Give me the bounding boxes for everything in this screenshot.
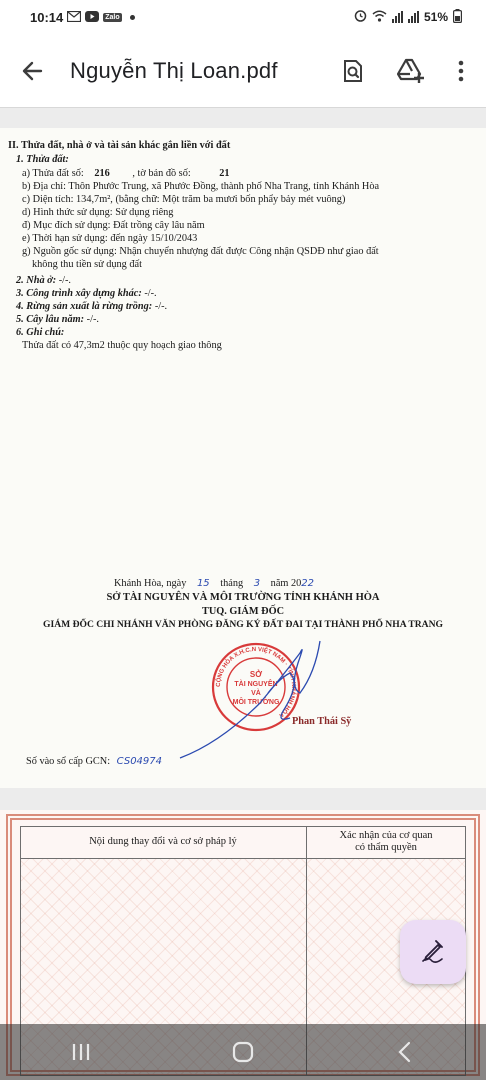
usage-term-row: e) Thời hạn sử dụng: đến ngày 15/10/2043	[22, 233, 198, 244]
status-right	[354, 9, 462, 26]
battery-percent: 51%	[423, 10, 448, 24]
status-left	[30, 10, 135, 25]
signal-1-icon	[392, 11, 403, 23]
issue-date: Khánh Hòa, ngày 15 tháng 3 năm 2022	[114, 578, 315, 589]
gcn-label: Số vào sổ cấp GCN:	[26, 756, 111, 767]
back-arrow-icon[interactable]	[20, 58, 46, 84]
signer-name: Phan Thái Sỹ	[292, 716, 352, 727]
svg-text:MÔI TRƯỜNG: MÔI TRƯỜNG	[232, 699, 280, 706]
gcn-row	[26, 756, 162, 769]
tuq-line: TUQ. GIÁM ĐỐC	[201, 606, 285, 617]
area-row: c) Diện tích: 134,7m², (bằng chữ: Một trăm ba mươi bốn phẩy bảy mét vuông)	[22, 194, 346, 205]
document-title: Nguyễn Thị Loan.pdf	[70, 58, 278, 83]
column-header-confirmation: Xác nhận của cơ quan có thẩm quyền	[339, 830, 433, 853]
director-title: GIÁM ĐỐC CHI NHÁNH VĂN PHÒNG ĐĂNG KÝ ĐẤT ĐAI TẠI THÀNH PHỐ NHA TRANG	[43, 619, 443, 630]
svg-text:VÀ: VÀ	[251, 690, 261, 697]
handwritten-signature	[150, 633, 330, 763]
item-4-row: 4. Rừng sản xuất là rừng trồng: -/-.	[16, 301, 168, 312]
origin-row-cont: không thu tiền sử dụng đất	[32, 259, 142, 270]
issue-year: 22	[301, 578, 315, 589]
origin-row: g) Nguồn gốc sử dụng: Nhận chuyển nhượng đất được Công nhận QSDĐ như giao đất	[22, 246, 379, 257]
navigation-bar	[0, 1024, 486, 1080]
gcn-number: CS04974	[116, 756, 162, 767]
item-3-row: 3. Công trình xây dựng khác: -/-.	[16, 288, 157, 299]
recents-icon[interactable]	[61, 1037, 101, 1067]
item-5-row: 5. Cây lâu năm: -/-.	[16, 314, 99, 325]
item-1-label: 1. Thửa đất:	[16, 154, 69, 165]
table-header-divider	[20, 858, 466, 859]
note-text: Thửa đất có 47,3m2 thuộc quy hoạch giao thông	[22, 340, 222, 351]
edit-fab-button[interactable]	[400, 920, 466, 984]
notification-dot-icon	[130, 15, 135, 20]
back-nav-icon[interactable]	[385, 1037, 425, 1067]
section-heading: II. Thửa đất, nhà ở và tài sản khác gắn liền với đất	[8, 140, 231, 151]
svg-text:SỞ: SỞ	[249, 670, 263, 679]
column-header-changes: Nội dung thay đổi và cơ sở pháp lý	[89, 836, 237, 847]
stamp-ring-text: CỘNG HÒA X.H.C.N VIỆT NAM · TỈNH KHÁNH HÒA	[215, 646, 297, 718]
youtube-icon	[85, 10, 99, 25]
issue-month: 3	[253, 578, 261, 589]
edit-pen-icon	[420, 937, 446, 968]
usage-purpose-row: đ) Mục đích sử dụng: Đất trồng cây lâu năm	[22, 220, 205, 231]
status-bar	[0, 0, 486, 34]
pdf-page-1[interactable]	[0, 128, 486, 788]
search-in-doc-icon[interactable]	[340, 58, 366, 84]
issue-day: 15	[196, 578, 210, 589]
address-row: b) Địa chỉ: Thôn Phước Trung, xã Phước Đồng, thành phố Nha Trang, tỉnh Khánh Hòa	[22, 181, 380, 192]
parcel-number: 216	[94, 168, 110, 179]
wifi-icon	[372, 10, 387, 25]
alarm-icon	[354, 9, 367, 25]
map-sheet-number: 21	[219, 168, 230, 179]
authority-name: SỞ TÀI NGUYÊN VÀ MÔI TRƯỜNG TỈNH KHÁNH HÒA	[106, 592, 380, 603]
usage-form-row: d) Hình thức sử dụng: Sử dụng riêng	[22, 207, 174, 218]
more-vert-icon[interactable]	[448, 58, 474, 84]
zalo-icon: Zalo	[105, 13, 120, 21]
gmail-icon	[67, 10, 81, 25]
parcel-number-row	[22, 168, 230, 181]
app-bar	[0, 34, 486, 108]
item-2-row: 2. Nhà ở: -/-.	[16, 275, 72, 286]
signal-2-icon	[408, 11, 419, 23]
parcel-label: a) Thửa đất số:	[22, 168, 84, 179]
home-icon[interactable]	[223, 1037, 263, 1067]
item-6-label: 6. Ghi chú:	[16, 327, 65, 338]
status-time: 10:14	[30, 9, 64, 25]
battery-icon	[453, 9, 462, 26]
map-sheet-label: , tờ bản đồ số:	[132, 168, 191, 179]
svg-text:TÀI NGUYÊN: TÀI NGUYÊN	[234, 681, 278, 688]
add-to-drive-icon[interactable]	[397, 58, 423, 84]
